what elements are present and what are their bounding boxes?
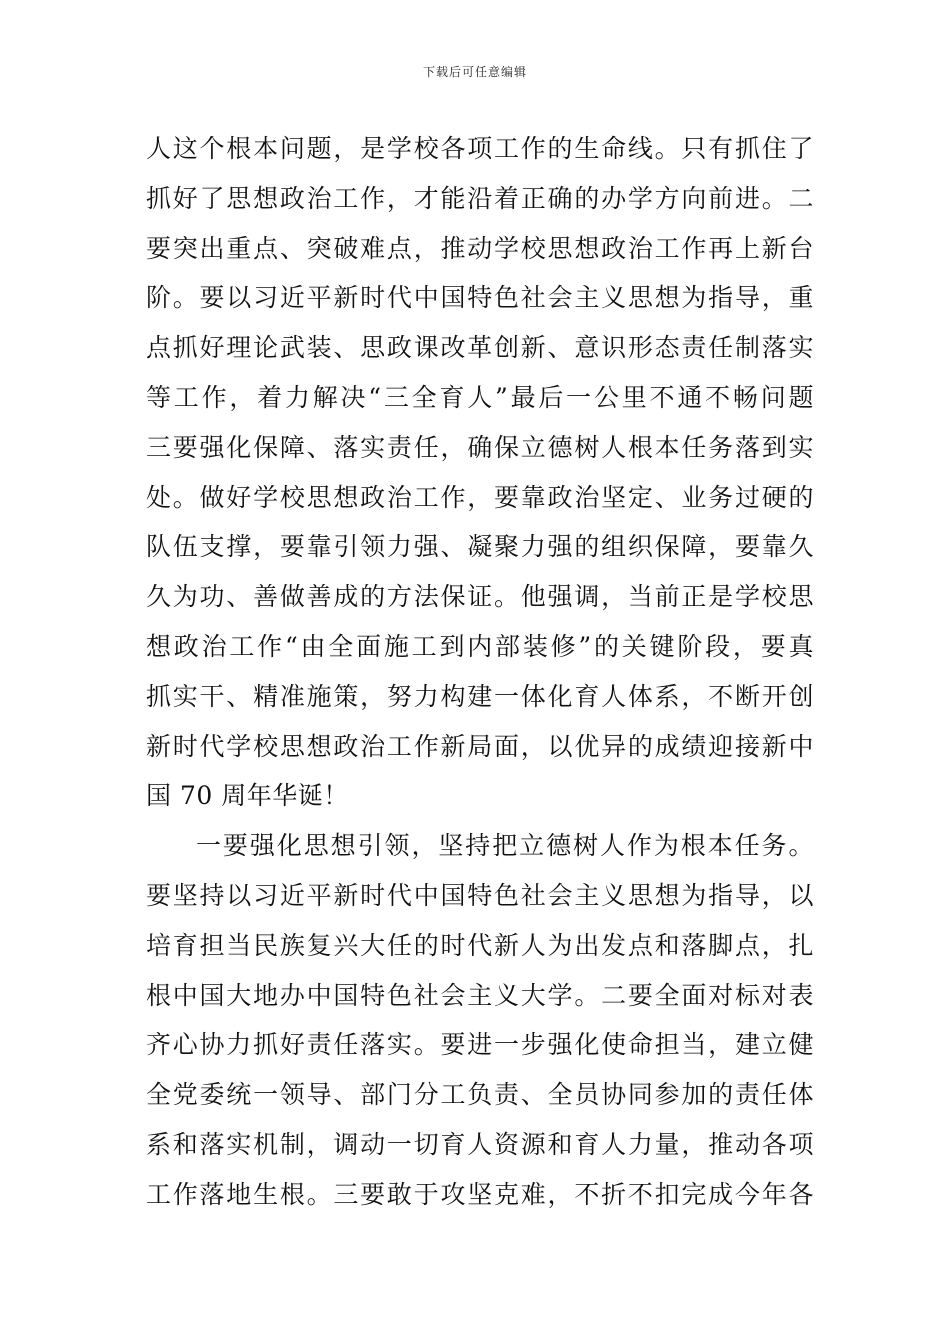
text-line: 全党委统一领导、部门分工负责、全员协同参加的责任体 [146, 1080, 814, 1110]
paragraph-first-line: 一要强化思想引领，坚持把立德树人作为根本任务。 [196, 831, 814, 861]
text-line: 新时代学校思想政治工作新局面，以优异的成绩迎接新中 [146, 731, 814, 761]
text-line: 阶。要以习近平新时代中国特色社会主义思想为指导，重 [146, 283, 814, 313]
text-line: 想政治工作“由全面施工到内部装修”的关键阶段，要真 [146, 631, 814, 661]
text-line: 齐心协力抓好责任落实。要进一步强化使命担当，建立健 [146, 1030, 814, 1060]
text-line: 要突出重点、突破难点，推动学校思想政治工作再上新台 [146, 233, 814, 263]
text-line: 久为功、善做善成的方法保证。他强调，当前正是学校思 [146, 582, 814, 612]
text-line: 人这个根本问题，是学校各项工作的生命线。只有抓住了 [146, 134, 814, 163]
document-body [146, 124, 814, 1220]
text-line: 系和落实机制，调动一切育人资源和育人力量，推动各项 [146, 1129, 814, 1159]
page-header: 下载后可任意编辑 [422, 65, 527, 79]
text-line: 要坚持以习近平新时代中国特色社会主义思想为指导，以 [146, 880, 814, 910]
text-line: 处。做好学校思想政治工作，要靠政治坚定、业务过硬的 [146, 482, 814, 512]
text-line: 培育担当民族复兴大任的时代新人为出发点和落脚点，扎 [146, 930, 814, 960]
text-line: 根中国大地办中国特色社会主义大学。二要全面对标对表 [146, 980, 814, 1010]
text-line: 点抓好理论武装、思政课改革创新、意识形态责任制落实 [146, 333, 814, 363]
text-line: 抓好了思想政治工作，才能沿着正确的办学方向前进。二 [146, 183, 814, 213]
text-line: 三要强化保障、落实责任，确保立德树人根本任务落到实 [146, 432, 814, 462]
text-line: 工作落地生根。三要敢于攻坚克难，不折不扣完成今年各 [146, 1179, 814, 1209]
paragraph-end-line: 国 70 周年华诞！ [146, 781, 349, 811]
text-line: 等工作，着力解决“三全育人”最后一公里不通不畅问题 [146, 382, 814, 412]
text-line: 队伍支撑，要靠引领力强、凝聚力强的组织保障，要靠久 [146, 532, 814, 562]
text-line: 抓实干、精准施策，努力构建一体化育人体系，不断开创 [146, 681, 814, 711]
